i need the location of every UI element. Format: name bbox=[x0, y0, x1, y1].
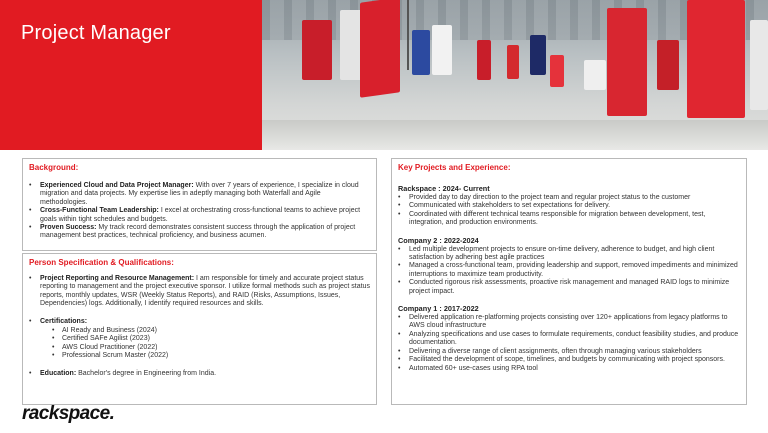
list-item: • Communicated with stakeholders to set expectations for delivery. bbox=[398, 202, 740, 210]
spec-list bbox=[29, 275, 370, 378]
company-list bbox=[398, 194, 740, 228]
photo-flag bbox=[477, 40, 491, 80]
item-text: I excel at orchestrating cross-functional teams to achieve project goals within tight schedules and budgets. bbox=[40, 207, 361, 223]
background-title: Background: bbox=[29, 163, 79, 172]
photo-flag bbox=[750, 20, 768, 110]
photo-pole bbox=[407, 0, 409, 70]
list-item: • Coordinated with different technical teams responsible for migration between development, test, integration, and production environments. bbox=[398, 211, 740, 228]
list-item: • Facilitated the development of scope, timelines, and budgets by communicating with project sponsors. bbox=[398, 356, 740, 364]
spec-title: Person Specification & Qualifications: bbox=[29, 258, 174, 267]
photo-flag bbox=[360, 0, 400, 98]
company-heading: Company 2 : 2022-2024 bbox=[398, 235, 479, 245]
item-lead: Proven Success: bbox=[40, 224, 97, 232]
list-item: • Managed a cross-functional team, providing leadership and support, removed impediments and minimized interruptions to maximize team productivity. bbox=[398, 262, 740, 279]
spec-panel bbox=[22, 253, 377, 405]
item-lead: Experienced Cloud and Data Project Manager: bbox=[40, 182, 194, 189]
list-item: • Provided day to day direction to the project team and regular project status to the customer bbox=[398, 194, 740, 202]
company-heading: Rackspace : 2024- Current bbox=[398, 184, 490, 193]
photo-flag bbox=[432, 25, 452, 75]
item-lead: Certifications: bbox=[40, 317, 88, 325]
item-text: I am responsible for timely and accurate project status reporting to management and the project executive sponsor. I utilize formal methods such as project status reports, monthly updates, WSR (Weekly Status Reports), and RAID (Risks, Assumptions, Issues, Dependencies) logs. Additionally, I identify required resources and skills. bbox=[40, 275, 370, 308]
item-lead: Cross-Functional Team Leadership: bbox=[40, 207, 159, 215]
background-list bbox=[29, 182, 370, 241]
list-item bbox=[29, 275, 370, 309]
company-heading: Company 1 : 2017-2022 bbox=[398, 304, 479, 314]
list-item bbox=[29, 182, 370, 207]
cert-item: • AI Ready and Business (2024) bbox=[40, 327, 370, 335]
list-item: • Automated 60+ use-cases using RPA tool bbox=[398, 365, 740, 373]
company-list bbox=[398, 246, 740, 296]
photo-flag bbox=[530, 35, 546, 75]
page-title: Project Manager bbox=[21, 22, 171, 44]
cert-list bbox=[40, 327, 370, 361]
list-item bbox=[29, 318, 370, 361]
cert-item: • Professional Scrum Master (2022) bbox=[40, 352, 370, 360]
item-text: My track record demonstrates consistent success through the application of project management best practices, technical proficiency, and business acumen. bbox=[40, 224, 356, 240]
projects-title: Key Projects and Experience: bbox=[398, 163, 511, 172]
list-item: • Delivered application re-platforming projects consisting over 120+ applications from legacy platforms to AWS cloud infrastructure bbox=[398, 314, 740, 331]
list-item bbox=[29, 370, 370, 378]
photo-floor bbox=[262, 120, 768, 150]
photo-flag bbox=[584, 60, 606, 90]
photo-flag bbox=[302, 20, 332, 80]
cert-item: • Certified SAFe Agilist (2023) bbox=[40, 335, 370, 343]
company-list bbox=[398, 314, 740, 373]
photo-flag bbox=[507, 45, 519, 79]
item-text: With over 7 years of experience, I specialize in cloud migration and data projects. My expertise lies in adeptly managing both Waterfall and Agile methodologies. bbox=[40, 182, 359, 206]
hero-banner bbox=[0, 0, 768, 150]
projects-panel bbox=[391, 158, 747, 405]
photo-flag bbox=[657, 40, 679, 90]
photo-flag bbox=[340, 10, 362, 80]
photo-flag bbox=[607, 8, 647, 116]
list-item bbox=[29, 224, 370, 241]
photo-flag bbox=[412, 30, 430, 75]
background-panel bbox=[22, 158, 377, 251]
list-item bbox=[29, 207, 370, 224]
list-item: • Delivering a diverse range of client assignments, often through managing various stakeholders bbox=[398, 348, 740, 356]
list-item: • Conducted rigorous risk assessments, proactive risk management and managed RAID logs to minimize project impact. bbox=[398, 279, 740, 296]
cert-item: • AWS Cloud Practitioner (2022) bbox=[40, 344, 370, 352]
hero-photo bbox=[262, 0, 768, 150]
photo-flag bbox=[687, 0, 745, 118]
rackspace-logo: rackspace. bbox=[22, 403, 115, 424]
photo-flag bbox=[550, 55, 564, 87]
item-lead: Education: bbox=[40, 369, 77, 377]
list-item: • Analyzing specifications and use cases to formulate requirements, conduct feasibility studies, and produce documentation. bbox=[398, 331, 740, 348]
item-lead: Project Reporting and Resource Management: bbox=[40, 275, 195, 282]
list-item: • Led multiple development projects to ensure on-time delivery, adherence to budget, and high client satisfaction by adhering best agile practices bbox=[398, 246, 740, 263]
item-text: Bachelor's degree in Engineering from India. bbox=[76, 369, 217, 377]
